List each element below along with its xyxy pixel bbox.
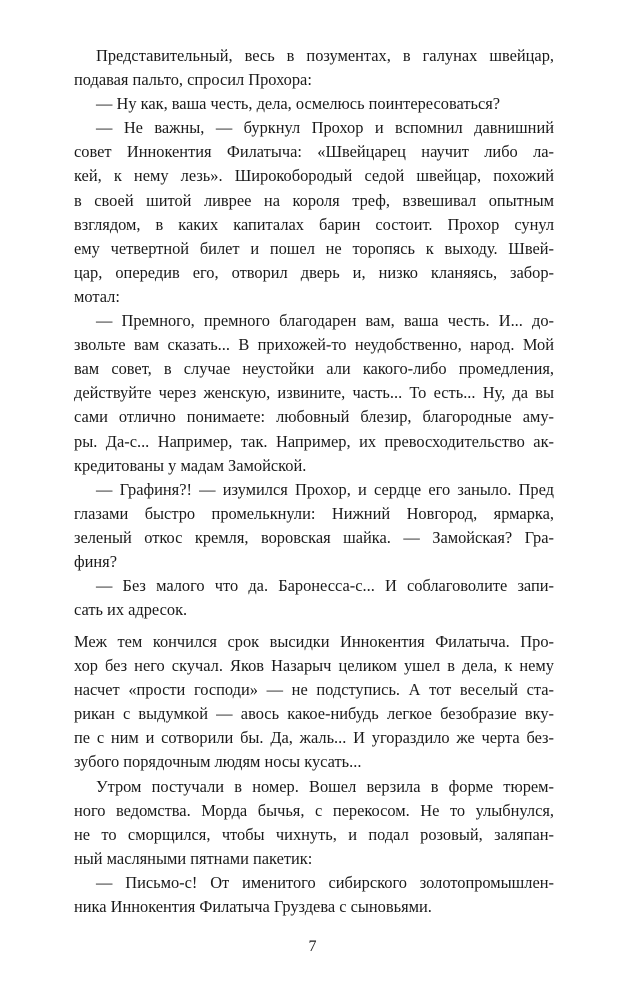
text-line: глазами быстро промелькнули: Нижний Новгород, ярмарка, — [74, 503, 554, 523]
text-line: вам совет, в случае неустойки али какого-либо промедления, — [74, 359, 554, 379]
text-line: сами отлично понимаете: любовный блезир, благородные аму- — [74, 407, 554, 427]
text-line: — Без малого что да. Баронесса-с... И соблаговолите запи- — [96, 576, 554, 596]
paragraph — [74, 116, 554, 309]
text-line: Представительный, весь в позументах, в галунах швейцар, — [96, 46, 554, 65]
text-line: Меж тем кончился срок высидки Иннокентия Филатыча. Про- — [74, 632, 554, 651]
text-line: ры. Да-с... Например, так. Например, их превосходительство ак- — [74, 431, 554, 451]
text-line: ный масляными пятнами пакетик: — [74, 848, 313, 868]
text-section-2 — [74, 630, 554, 919]
paragraph — [74, 871, 554, 919]
text-line: в своей шитой ливрее на короля треф, взвешивал опытным — [74, 190, 554, 210]
text-line: — Не важны, — буркнул Прохор и вспомнил давнишний — [96, 118, 554, 138]
text-line: кей, к нему лезь». Широкобородый седой швейцар, похожий — [74, 166, 554, 186]
paragraph — [74, 574, 554, 622]
text-line: насчет «прости господи» — не подступись. А тот веселый ста- — [74, 680, 554, 700]
text-line: ника Иннокентия Филатыча Груздева с сыновьями. — [74, 897, 432, 917]
text-line: — Премного, премного благодарен вам, ваша честь. И... до- — [96, 311, 554, 331]
text-line: — Письмо-с! От именитого сибирского золотопромышлен- — [96, 872, 554, 892]
paragraph — [74, 478, 554, 574]
paragraph — [74, 630, 554, 775]
text-line: финя? — [74, 551, 117, 571]
text-line: — Ну как, ваша честь, дела, осмелюсь поинтересоваться? — [96, 94, 501, 114]
text-line: ему четвертной билет и пошел не торопясь к выходу. Швей- — [74, 238, 554, 258]
text-line: хор без него скучал. Яков Назарыч целиком ушел в дела, к нему — [74, 656, 554, 676]
text-line: совет Иннокентия Филатыча: «Швейцарец научит либо ла- — [74, 142, 554, 162]
text-line: — Графиня?! — изумился Прохор, и сердце его заныло. Пред — [96, 479, 554, 499]
text-line: цар, опередив его, отворил дверь и, низко кланяясь, забор- — [74, 262, 554, 282]
text-line: кредитованы у мадам Замойской. — [74, 455, 307, 475]
paragraph — [74, 309, 554, 478]
text-line: мотал: — [74, 286, 120, 306]
paragraph — [74, 92, 554, 116]
text-section-1 — [74, 44, 554, 622]
text-line: пе с ним и сотворили бы. Да, жаль... И угораздило же черта без- — [74, 728, 554, 748]
text-line: ного ведомства. Морда бычья, с перекосом. Не то улыбнулся, — [74, 800, 554, 820]
text-line: зеленый откос кремля, воровская шайка. — Замойская? Гра- — [74, 527, 554, 547]
text-line: подавая пальто, спросил Прохора: — [74, 70, 312, 90]
text-line: зубого порядочным людям носы кусать... — [74, 752, 362, 772]
paragraph — [74, 775, 554, 871]
text-line: рикан с выдумкой — авось какое-нибудь легкое безобразие вку- — [74, 704, 554, 724]
page-number: 7 — [308, 938, 317, 955]
text-line: сать их адресок. — [74, 600, 188, 620]
text-line: не то сморщился, чтобы чихнуть, и подал розовый, заляпан- — [74, 824, 554, 844]
text-line: звольте вам сказать... В прихожей-то неудобственно, народ. Мой — [74, 335, 554, 355]
text-line: Утром постучали в номер. Вошел верзила в форме тюрем- — [96, 776, 554, 796]
paragraph — [74, 44, 554, 92]
text-line: взглядом, в каких капиталах барин состоит. Прохор сунул — [74, 214, 554, 234]
text-line: действуйте через женскую, извините, часть... То есть... Ну, да вы — [74, 383, 554, 403]
